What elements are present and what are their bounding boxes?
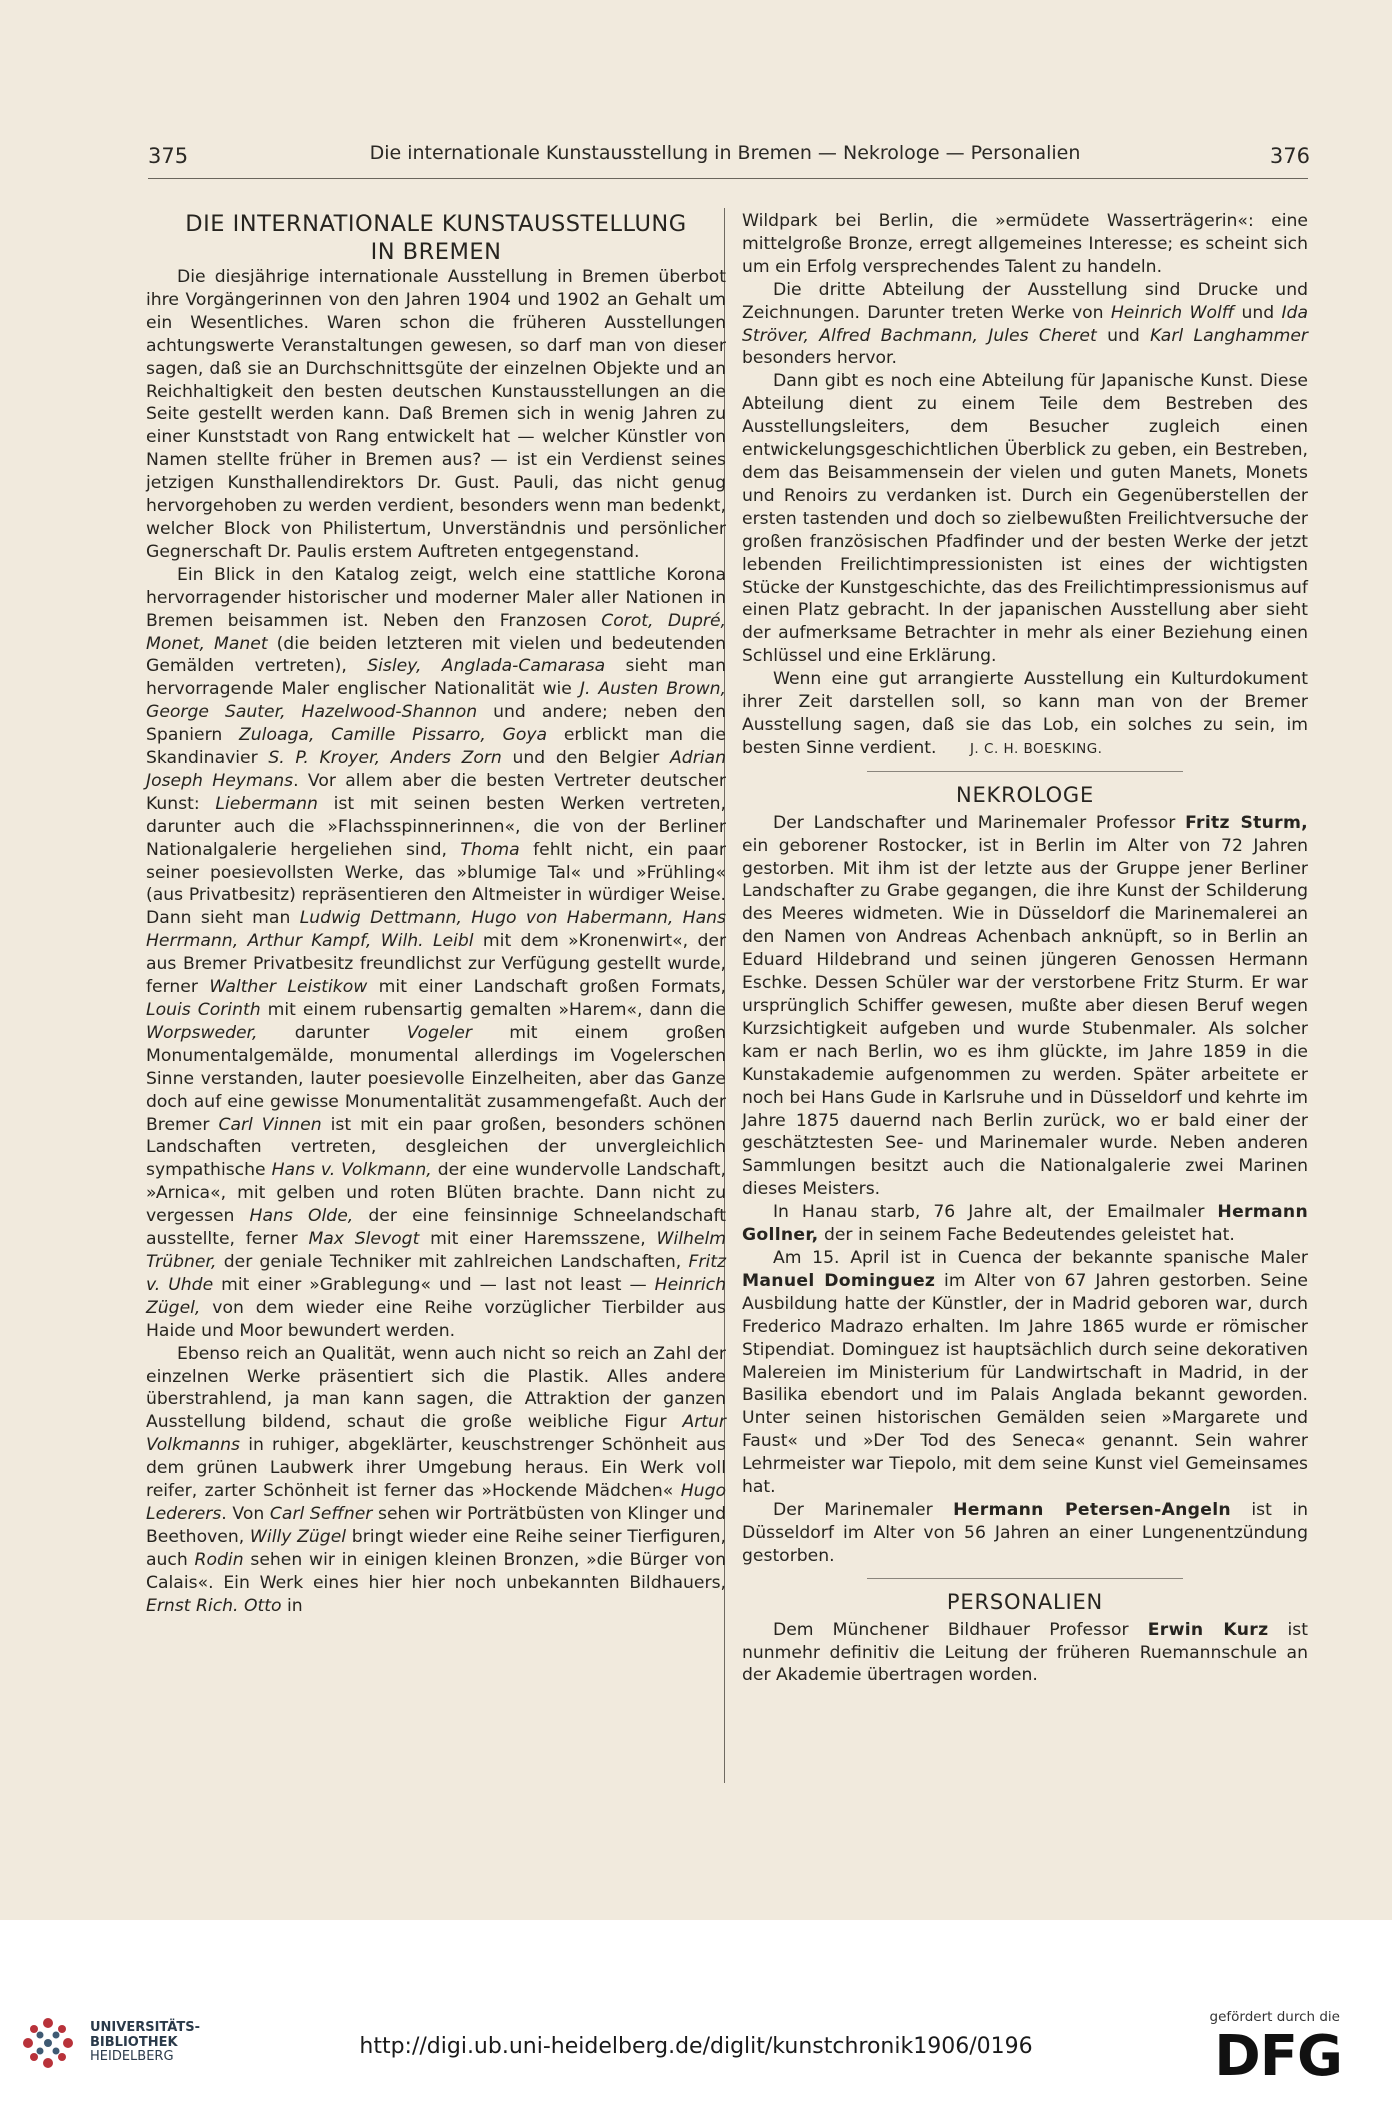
library-name: UNIVERSITÄTS- BIBLIOTHEK HEIDELBERG — [90, 2020, 200, 2064]
signature: J. C. H. BOESKING. — [969, 740, 1103, 757]
section-rule — [867, 1578, 1184, 1579]
dfg-logo: DFG — [1214, 2024, 1342, 2089]
paragraph: Die diesjährige internationale Ausstellung in Bremen überbot ihre Vorgängerinnen von den Jahren 1904 und 1902 an Gehalt um ein Wesentliches. Waren schon die früheren Ausstellungen achtungswerte Veranstaltungen gewesen, so darf man von dieser sagen, daß sie an Durchschnittsgüte der einzelnen Objekte und an Reichhaltigkeit den besten deutschen Kunstausstellungen an die Seite gestellt werden kann. Daß Bremen sich in wenig Jahren zu einer Kunststadt von Rang entwickelt hat — welcher Künstler von Namen stellte früher in Bremen aus? — ist ein Verdienst seines jetzigen Kunsthallendirektors Dr. Gust. Pauli, das nicht genug hervorgehoben zu werden verdient, besonders wenn man bedenkt, welcher Block von Philistertum, Unverständnis und persönlicher Gegnerschaft Dr. Paulis erstem Auftreten entgegenstand. — [146, 267, 727, 562]
page-number-left: 375 — [148, 144, 189, 168]
right-column — [742, 210, 1308, 1687]
paragraph: Die dritte Abteilung der Ausstellung sind Drucke und Zeichnungen. Darunter treten Werke von Heinrich Wolff und Ida Ströver, Alfred Bachmann, Jules Cheret und Karl Langhammer besonders hervor. — [742, 279, 1308, 369]
running-title: Die internationale Kunstausstellung in Bremen — Nekrologe — Personalien — [369, 142, 1081, 164]
paragraph: Ebenso reich an Qualität, wenn auch nicht so reich an Zahl der einzelnen Werke präsentiert sich die Plastik. Alles andere überstrahlend, ja man kann sagen, die Attraktion der ganzen Ausstellung bildend, schaut die große weibliche Figur Artur Volkmanns in ruhiger, abgeklärter, keuschstrenger Schönheit aus dem grünen Laubwerk ihrer Umgebung heraus. Ein Werk voll reifer, zarter Schönheit ist ferner das »Hockende Mädchen« Hugo Lederers. Von Carl Seffner sehen wir Porträtbüsten von Klinger und Beethoven, Willy Zügel bringt wieder eine Reihe seiner Tierfiguren, auch Rodin sehen wir in einigen kleinen Bronzen, »die Bürger von Calais«. Ein Werk eines hier hier noch unbekannten Bildhauers, Ernst Rich. Otto in — [146, 1343, 726, 1616]
paragraph: In Hanau starb, 76 Jahre alt, der Emailmaler Hermann Gollner, der in seinem Fache Bedeutendes geleistet hat. — [742, 1202, 1308, 1246]
paragraph: Wildpark bei Berlin, die »ermüdete Wasserträgerin«: eine mittelgroße Bronze, erregt allgemeines Interesse; es scheint sich um ein Erfolg versprechendes Talent zu handeln. — [742, 211, 1308, 277]
header-rule — [148, 178, 1308, 179]
paragraph: Am 15. April ist in Cuenca der bekannte spanische Maler Manuel Dominguez im Alter von 67 Jahren gestorben. Seine Ausbildung hatte der Künstler, der in Madrid geboren war, durch Frederico Madrazo erhalten. Im Jahre 1865 wurde er römischer Stipendiat. Dominguez ist hauptsächlich durch seine dekorativen Malereien im Ministerium für Landwirtschaft in Madrid, in der Basilika ebendort und im Palais Anglada bekannt geworden. Unter seinen historischen Gemälden seien »Margarete und Faust« und »Der Tod des Seneca« genannt. Sein wahrer Lehrmeister war Tiepolo, mit dem seine Kunst viel Gemeinsames hat. — [742, 1247, 1308, 1498]
paragraph: Ein Blick in den Katalog zeigt, welch eine stattliche Korona hervorragender historischer und moderner Maler aller Nationen in Bremen beisammen ist. Neben den Franzosen Corot, Dupré, Monet, Manet (die beiden letzteren mit vielen und bedeutenden Gemälden vertreten), Sisley, Anglada-Camarasa sieht man hervorragende Maler englischer Nationalität wie J. Austen Brown, George Sauter, Hazelwood-Shannon und andere; neben den Spaniern Zuloaga, Camille Pissarro, Goya erblickt man die Skandinavier S. P. Kroyer, Anders Zorn und den Belgier Adrian Joseph Heymans. Vor allem aber die besten Vertreter deutscher Kunst: Liebermann ist mit seinen besten Werken vertreten, darunter auch die »Flachsspinnerinnen«, die von der Berliner Nationalgalerie hergeliehen sind, Thoma fehlt nicht, ein paar seiner poesievollsten Werke, das »blumige Tal« und »Frühling« (aus Privatbesitz) repräsentieren den Altmeister in würdiger Weise. Dann sieht man Ludwig Dettmann, Hugo von Habermann, Hans Herrmann, Arthur Kampf, Wilh. Leibl mit dem »Kronenwirt«, der aus Bremer Privatbesitz freundlichst zur Verfügung gestellt wurde, ferner Walther Leistikow mit einer Landschaft großen Formats, Louis Corinth mit einem rubensartig gemalten »Harem«, dann die Worpsweder, darunter Vogeler mit einem großen Monumentalgemälde, monumental allerdings im Vogelerschen Sinne verstanden, lauter poesievolle Einzelheiten, aber das Ganze doch auf eine gewisse Monumentalität zusammengefaßt. Auch der Bremer Carl Vinnen ist mit ein paar großen, besonders schönen Landschaften vertreten, desgleichen der unvergleichlich sympathische Hans v. Volkmann, der eine wundervolle Landschaft, »Arnica«, mit gelben und roten Blüten brachte. Dann nicht zu vergessen Hans Olde, der eine feinsinnige Schneelandschaft ausstellte, ferner Max Slevogt mit einer Haremsszene, Wilhelm Trübner, der geniale Techniker mit zahlreichen Landschaften, Fritz v. Uhde mit einer »Grablegung« und — last not least — Heinrich Zügel, von dem wieder eine Reihe vorzüglicher Tierbilder aus Haide und Moor bewundert werden. — [146, 564, 727, 1341]
paragraph: Wenn eine gut arrangierte Ausstellung ein Kulturdokument ihrer Zeit darstellen soll, so kann man von der Bremer Ausstellung sagen, daß sie das Lob, ein solches zu sein, im besten Sinne verdient. J. C. H. BOESKING. — [742, 669, 1308, 758]
section-heading-personalien: PERSONALIEN — [946, 1589, 1104, 1614]
running-header — [140, 140, 1310, 176]
paragraph: Dann gibt es noch eine Abteilung für Japanische Kunst. Diese Abteilung dient zu einem Teile dem Bestreben des Ausstellungsleiters, dem Besucher zugleich einen entwickelungsgeschichtlichen Überblick zu geben, ein Bestreben, dem das Beisammensein der vielen und guten Manets, Monets und Renoirs zu verdanken ist. Durch ein Gegenüberstellen der ersten tastenden und doch so zielbewußten Freilichtversuche der großen französischen Pfadfinder und der besten Werke der jetzt lebenden Freilichtimpressionisten ist eines der wichtigsten Stücke der Kunstgeschichte, das des Freilichtimpressionismus auf einen Platz gebracht. In der japanischen Ausstellung aber sieht der aufmerksame Betrachter in mehr als einer Beziehung einen Schlüssel und eine Erklärung. — [742, 371, 1308, 667]
source-url[interactable]: http://digi.ub.uni-heidelberg.de/diglit/kunstchronik1906/0196 — [359, 2034, 1033, 2059]
paragraph: Dem Münchener Bildhauer Professor Erwin Kurz ist nunmehr definitiv die Leitung der früheren Ruemannschule an der Akademie übertragen worden. — [742, 1619, 1308, 1686]
funding-note: gefördert durch die — [1209, 2009, 1340, 2025]
paragraph: Der Marinemaler Hermann Petersen-Angeln ist in Düsseldorf im Alter von 56 Jahren an einer Lungenentzündung gestorben. — [742, 1499, 1308, 1566]
section-heading-nekrologe: NEKROLOGE — [955, 782, 1095, 807]
footer — [0, 1920, 1392, 2101]
section-rule — [867, 771, 1184, 772]
paragraph: Der Landschafter und Marinemaler Professor Fritz Sturm, ein geborener Rostocker, ist in Berlin im Alter von 72 Jahren gestorben. Mit ihm ist der letzte aus der Gruppe jener Berliner Landschafter zu Grabe gegangen, die ihre Kunst der Schilderung des Meeres widmeten. Wie in Düsseldorf die Marinemalerei an den Namen von Andreas Achenbach anknüpft, so in Berlin an Eduard Hildebrand und seinen jüngeren Genossen Hermann Eschke. Dessen Schüler war der verstorbene Fritz Sturm. Er war ursprünglich Schiffer gewesen, mußte aber diesen Beruf wegen Kurzsichtigkeit aufgeben und wurde Stubenmaler. Als solcher kam er nach Berlin, wo es ihm glückte, im Jahre 1859 in die Kunstakademie aufgenommen zu werden. Später arbeitete er noch bei Hans Gude in Karlsruhe und in Düsseldorf und kehrte im Jahre 1875 dauernd nach Berlin zurück, wo er bald einer der geschätztesten See- und Marinemaler wurde. Neben anderen Sammlungen besitzt auch die Nationalgalerie zwei Marinen dieses Meisters. — [742, 812, 1308, 1200]
article-title: DIE INTERNATIONALE KUNSTAUSSTELLUNG IN BREMEN — [185, 211, 687, 265]
page-number-right: 376 — [1269, 144, 1310, 168]
left-column — [146, 210, 726, 1617]
